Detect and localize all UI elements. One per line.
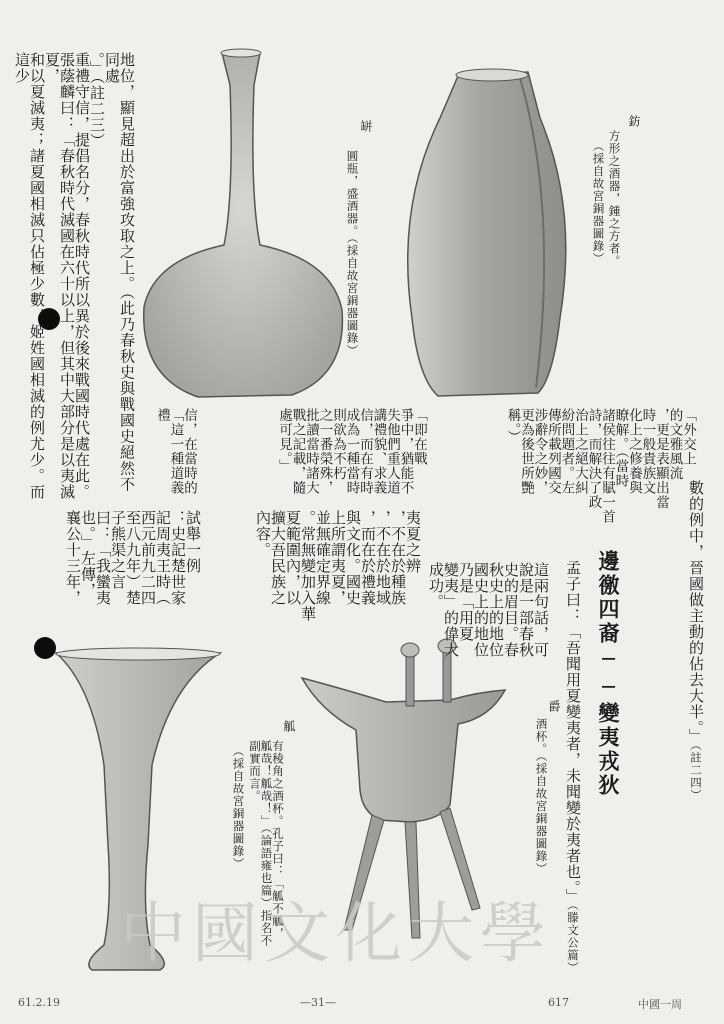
text-column: ，更是表顯出當 xyxy=(653,408,669,510)
section-heading: 邊徼四裔──變夷戎狄 xyxy=(596,550,621,798)
mid-right-text xyxy=(427,562,550,682)
text-column: 信，在當時的 xyxy=(181,408,197,495)
mid-left-text xyxy=(55,510,200,635)
gu-label: 觚 xyxy=(282,720,296,733)
watermark: 中國文化大學 xyxy=(120,895,552,972)
text-column: 和以夏滅夷；諸夏國相滅只佔極少數，姬姓國相滅的例尤少。而這少 xyxy=(13,52,46,500)
text-column: 禮 xyxy=(154,408,170,423)
text-column: 擴大吾民族之 xyxy=(269,510,287,606)
text-column: ，不在於種族 xyxy=(389,510,407,606)
text-column: 與文化。國史 xyxy=(344,510,362,606)
text-column: 更為後世所艷 xyxy=(518,408,534,495)
text-column: 。常無變加入華 xyxy=(299,510,317,622)
text-column: 處可見。」 xyxy=(276,408,292,474)
text-column: 這兩句話，可 xyxy=(532,562,550,658)
text-column: ，而在於禮義 xyxy=(359,510,377,606)
text-column: 內容。 xyxy=(254,510,272,558)
footer-issue: 617 xyxy=(548,996,569,1009)
jue-caption: 酒杯。（採自故宮銅器圖錄） xyxy=(534,718,549,875)
text-column: 諸侯往往有賦一首 xyxy=(599,408,615,524)
text-column: 治上之絕大糾 xyxy=(572,408,588,495)
jue-label: 爵 xyxy=(547,700,561,713)
upper-right-text xyxy=(432,408,694,533)
text-column: 夏範圍內，以 xyxy=(284,510,302,606)
footer-publication: 中國一周 xyxy=(638,998,682,1011)
text-column: 則欲為不朽 xyxy=(330,408,346,481)
text-column: 紛問題者。左 xyxy=(558,408,575,495)
text-column: 變夷」的偉大 xyxy=(442,562,460,658)
text-column: 記周夷王時（ xyxy=(154,510,172,606)
fang-vessel-illustration xyxy=(378,58,588,403)
text-column: 西元前九二四 xyxy=(139,510,157,606)
text-column: 說是一部春秋 xyxy=(517,562,535,658)
text-column: 重禮守信，提倡名分，春秋時代所以異於後來戰國時代處在此。 xyxy=(73,52,91,500)
text-column: 史的眉目。春 xyxy=(502,562,520,658)
text-column: ：史記楚世家 xyxy=(169,510,187,606)
text-column: 時一般貴族文 xyxy=(639,408,656,495)
text-column: 詩，而解決了政 xyxy=(585,408,602,510)
fang-label: 鈁 xyxy=(627,115,641,128)
text-column: 襄公十三年， xyxy=(64,510,82,606)
text-column: 試舉一例 xyxy=(184,510,202,574)
text-column: 批讀當時諸大 xyxy=(303,408,319,495)
ping-caption: 圓瓶，盛酒器。（採自故宮銅器圖錄） xyxy=(345,150,360,357)
text-column: 曰：「我蠻夷 xyxy=(94,510,112,606)
text-column: 的文雅風流 xyxy=(666,408,683,481)
far-left-text xyxy=(14,52,134,507)
text-column: 涉辭令之妙， xyxy=(531,408,548,495)
text-column: 傳所載列國交 xyxy=(545,408,561,495)
text-column: 稱。） xyxy=(504,408,521,445)
text-column: 爭中，猶能不 xyxy=(397,408,414,495)
ping-label: 缾 xyxy=(359,120,373,133)
text-column: 成為一種當時 xyxy=(343,408,360,495)
text-column: 並無確定界線 xyxy=(314,510,332,606)
text-column: 也。」左傳， xyxy=(79,510,97,599)
mencius-quote: 孟子曰：「吾聞用夏變夷者，未聞變於夷者也。」（滕文公篇） xyxy=(564,560,582,974)
gu-caption: 有稜角之酒杯。孔子曰：「觚不觚，觚哉！觚哉！」（論語雍也篇）指名不副實而言。 xyxy=(248,740,285,947)
footer-date: 61.2.19 xyxy=(18,996,60,1009)
text-column: 上所謂夷夏， xyxy=(329,510,347,606)
upper-left-text xyxy=(140,408,195,508)
text-column: 地位，顯見超出於富強攻取之上。（此乃春秋史與戰國史絕然不同處 xyxy=(103,52,136,493)
mid-middle-text xyxy=(215,510,420,630)
punch-hole xyxy=(34,637,56,659)
text-column: 至八九年）楚 xyxy=(124,510,142,606)
text-column: 。」（註二三） xyxy=(88,52,106,149)
text-column: 「這一種道義 xyxy=(167,408,184,495)
text-column: 子熊渠之言 xyxy=(109,510,127,590)
text-column: 張蔭麟曰：「春秋時代滅國在六十以上，但其中大部分是以夷滅夏， xyxy=(43,52,76,500)
text-column: ，不在於地域 xyxy=(374,510,392,606)
text-column: 講禮貌、求義 xyxy=(370,408,387,495)
gu-source: （採自故宮銅器圖錄） xyxy=(231,745,246,870)
text-column: 成功。 xyxy=(427,562,445,610)
text-column: 乃是「用夏 xyxy=(457,562,475,642)
fang-source: （採自故宮銅器圖錄） xyxy=(591,140,606,265)
text-column: 秋史上的地位 xyxy=(487,562,505,658)
text-column: 「外交上 xyxy=(680,408,696,466)
text-column: 戰之記載，隨 xyxy=(289,408,306,495)
text-column: 信，而在有時 xyxy=(357,408,373,495)
text-column: 國史上的地位 xyxy=(472,562,490,658)
text-column: 夷夏之辨 xyxy=(404,510,422,574)
footer-page-number: —31— xyxy=(300,996,336,1009)
text-column: 化上之修養與 xyxy=(626,408,642,495)
ping-vessel-illustration xyxy=(132,45,360,405)
text-column: 之一番榮殊， xyxy=(316,408,333,495)
upper-middle-text xyxy=(200,408,425,508)
text-column: 失他們重人道 xyxy=(384,408,400,495)
text-column: 瞭解。（當時 xyxy=(612,408,629,489)
continuation-line: 數的例中，晉國做主動的佔去大半。」（註二四） xyxy=(687,480,705,802)
text-column: 「即在戰 xyxy=(411,408,427,466)
fang-caption: 方形之酒器，鍾之方者。 xyxy=(607,130,622,268)
